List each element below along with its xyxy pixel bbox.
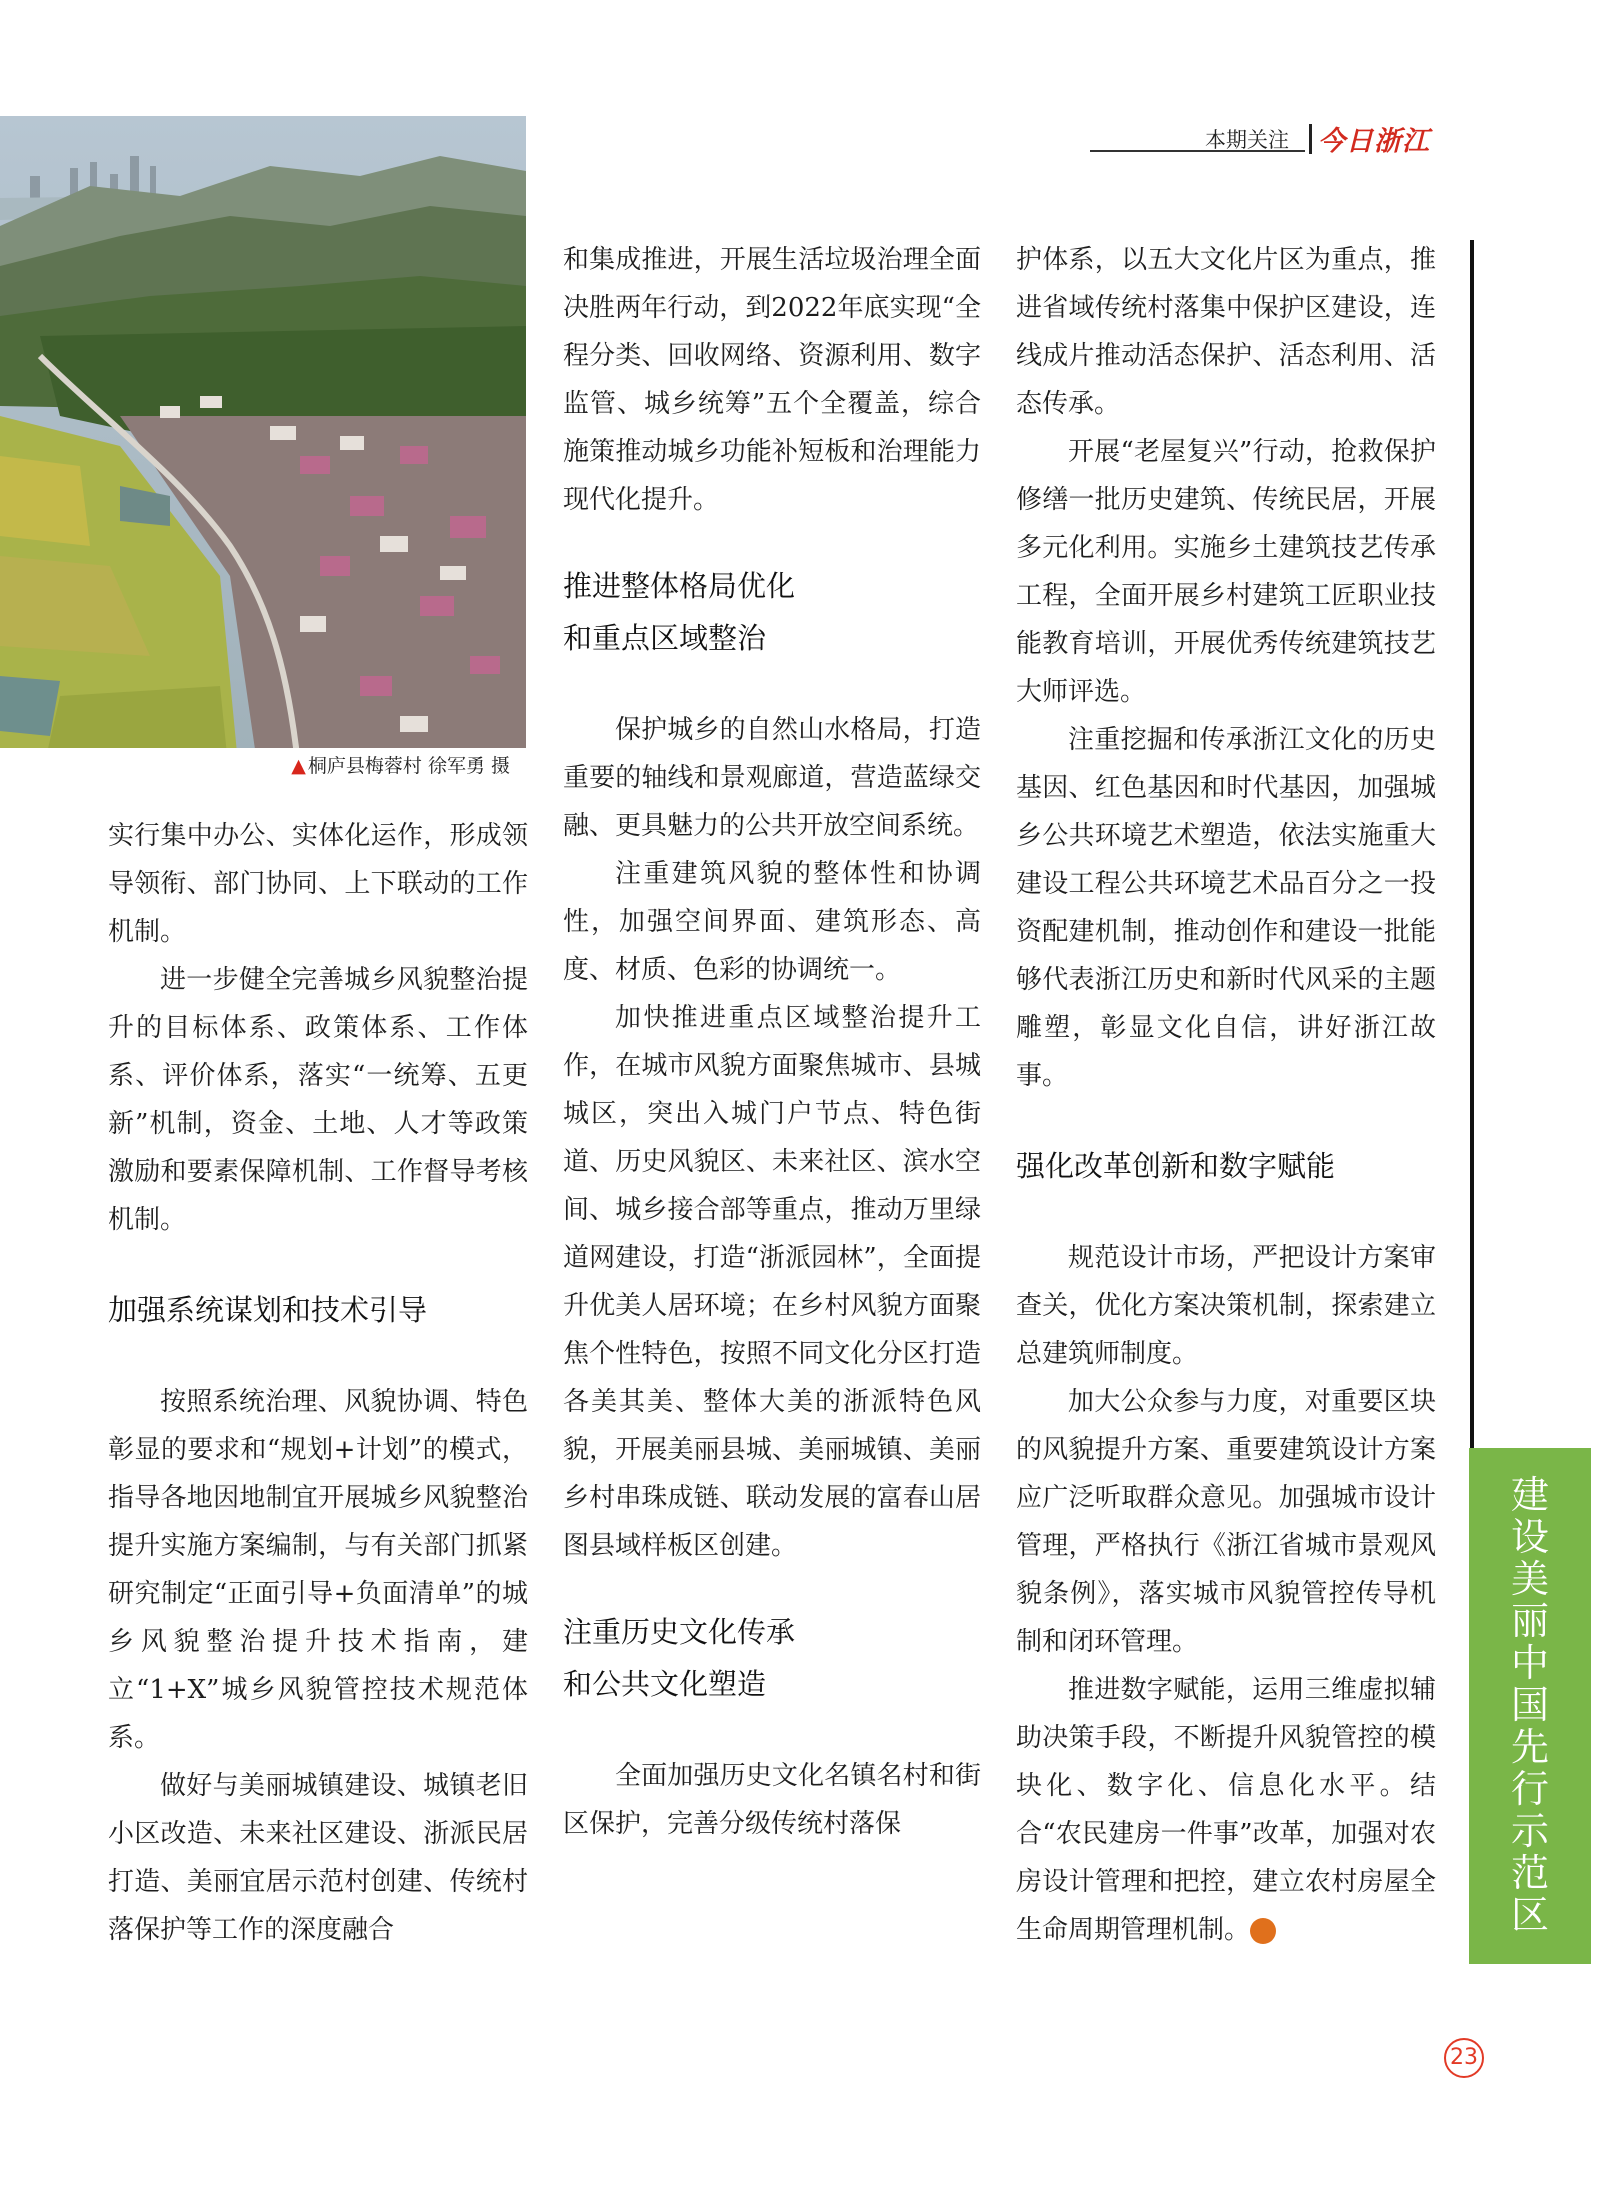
heading-line: 和重点区域整治: [563, 621, 767, 655]
side-tab-char: 区: [1510, 1893, 1549, 1937]
heading-line: 推进整体格局优化: [563, 569, 796, 603]
photo-caption: [0, 748, 526, 784]
paragraph: 注重挖掘和传承浙江文化的历史基因、红色基因和时代基因，加强城乡公共环境艺术塑造，依法实施重大建设工程公共环境艺术品百分之一投资配建机制，推动创作和建设一批能够代表浙江历史和新时代风采的主题雕塑，彰显文化自信，讲好浙江故事。: [1016, 725, 1436, 1091]
paragraph: 加大公众参与力度，对重要区块的风貌提升方案、重要建筑设计方案应广泛听取群众意见。加强城市设计管理，严格执行《浙江省城市景观风貌条例》，落实城市风貌管控传导机制和闭环管理。: [1016, 1387, 1436, 1657]
side-tab-char: 行: [1510, 1767, 1549, 1811]
side-tab-char: 建: [1510, 1473, 1549, 1517]
magazine-logo: 今日浙江: [1318, 126, 1430, 157]
paragraph: 按照系统治理、风貌协调、特色彰显的要求和“规划+计划”的模式，指导各地因地制宜开展城乡风貌整治提升实施方案编制，与有关部门抓紧研究制定“正面引导+负面清单”的城乡风貌整治提升技术指南，建立“1+X”城乡风貌管控技术规范体系。: [108, 1387, 528, 1753]
side-section-tab: [1469, 1448, 1591, 1964]
paragraph: 开展“老屋复兴”行动，抢救保护修缮一批历史建筑、传统民居，开展多元化利用。实施乡土建筑技艺传承工程，全面开展乡村建筑工匠职业技能教育培训，开展优秀传统建筑技艺大师评选。: [1016, 437, 1436, 707]
paragraph: 和集成推进，开展生活垃圾治理全面决胜两年行动，到2022年底实现“全程分类、回收网络、资源利用、数字监管、城乡统筹”五个全覆盖，综合施策推动城乡功能补短板和治理能力现代化提升。: [563, 245, 981, 515]
paragraph: 全面加强历史文化名镇名村和街区保护，完善分级传统村落保: [563, 1761, 981, 1839]
paragraph: [1016, 1666, 1436, 1954]
side-tab-char: 示: [1510, 1809, 1549, 1853]
heading-line: 注重历史文化传承: [563, 1615, 796, 1649]
column-3: [1016, 236, 1436, 1954]
side-tab-char: 先: [1510, 1725, 1549, 1769]
section-label: 本期关注: [1205, 128, 1289, 152]
paragraph: 做好与美丽城镇建设、城镇老旧小区改造、未来社区建设、浙派民居打造、美丽宜居示范村创建、传统村落保护等工作的深度融合: [108, 1771, 528, 1945]
section-heading: 强化改革创新和数字赋能: [1016, 1149, 1336, 1183]
side-tab-char: 范: [1510, 1851, 1549, 1895]
column-1: [108, 812, 528, 1954]
paragraph-text: 推进数字赋能，运用三维虚拟辅助决策手段，不断提升风貌管控的模块化、数字化、信息化水平。结合“农民建房一件事”改革，加强对农房设计管理和把控，建立农村房屋全生命周期管理机制。: [1016, 1675, 1436, 1945]
column-2: [563, 236, 981, 1848]
paragraph: 实行集中办公、实体化运作，形成领导领衔、部门协同、上下联动的工作机制。: [108, 821, 528, 947]
side-tab-char: 中: [1510, 1641, 1549, 1685]
side-tab-char: 设: [1510, 1515, 1549, 1559]
section-heading: 加强系统谋划和技术引导: [108, 1293, 428, 1327]
section-heading: [563, 560, 981, 664]
page-number: 23: [1444, 2038, 1484, 2078]
side-tab-char: 国: [1510, 1683, 1549, 1727]
article-end-icon: 今: [1250, 1918, 1276, 1944]
header-divider: [1309, 124, 1312, 154]
heading-line: 和公共文化塑造: [563, 1667, 767, 1701]
side-tab-char: 丽: [1510, 1599, 1549, 1643]
side-tab-char: 美: [1510, 1557, 1549, 1601]
caption-triangle-icon: ▲: [291, 755, 306, 777]
paragraph: 保护城乡的自然山水格局，打造重要的轴线和景观廊道，营造蓝绿交融、更具魅力的公共开放空间系统。: [563, 715, 981, 841]
village-aerial-photo: [0, 116, 526, 784]
caption-text: 桐庐县梅蓉村 徐军勇 摄: [307, 755, 510, 777]
paragraph: 注重建筑风貌的整体性和协调性，加强空间界面、建筑形态、高度、材质、色彩的协调统一。: [563, 859, 981, 985]
section-heading: [563, 1606, 981, 1710]
paragraph: 进一步健全完善城乡风貌整治提升的目标体系、政策体系、工作体系、评价体系，落实“一统筹、五更新”机制，资金、土地、人才等政策激励和要素保障机制、工作督导考核机制。: [108, 965, 528, 1235]
paragraph: 加快推进重点区域整治提升工作，在城市风貌方面聚焦城市、县城城区，突出入城门户节点、特色街道、历史风貌区、未来社区、滨水空间、城乡接合部等重点，推动万里绿道网建设，打造“浙派园林”，全面提升优美人居环境；在乡村风貌方面聚焦个性特色，按照不同文化分区打造各美其美、整体大美的浙派特色风貌，开展美丽县城、美丽城镇、美丽乡村串珠成链、联动发展的富春山居图县域样板区创建。: [563, 1003, 981, 1561]
paragraph: 规范设计市场，严把设计方案审查关，优化方案决策机制，探索建立总建筑师制度。: [1016, 1243, 1436, 1369]
paragraph: 护体系，以五大文化片区为重点，推进省域传统村落集中保护区建设，连线成片推动活态保护、活态利用、活态传承。: [1016, 245, 1436, 419]
